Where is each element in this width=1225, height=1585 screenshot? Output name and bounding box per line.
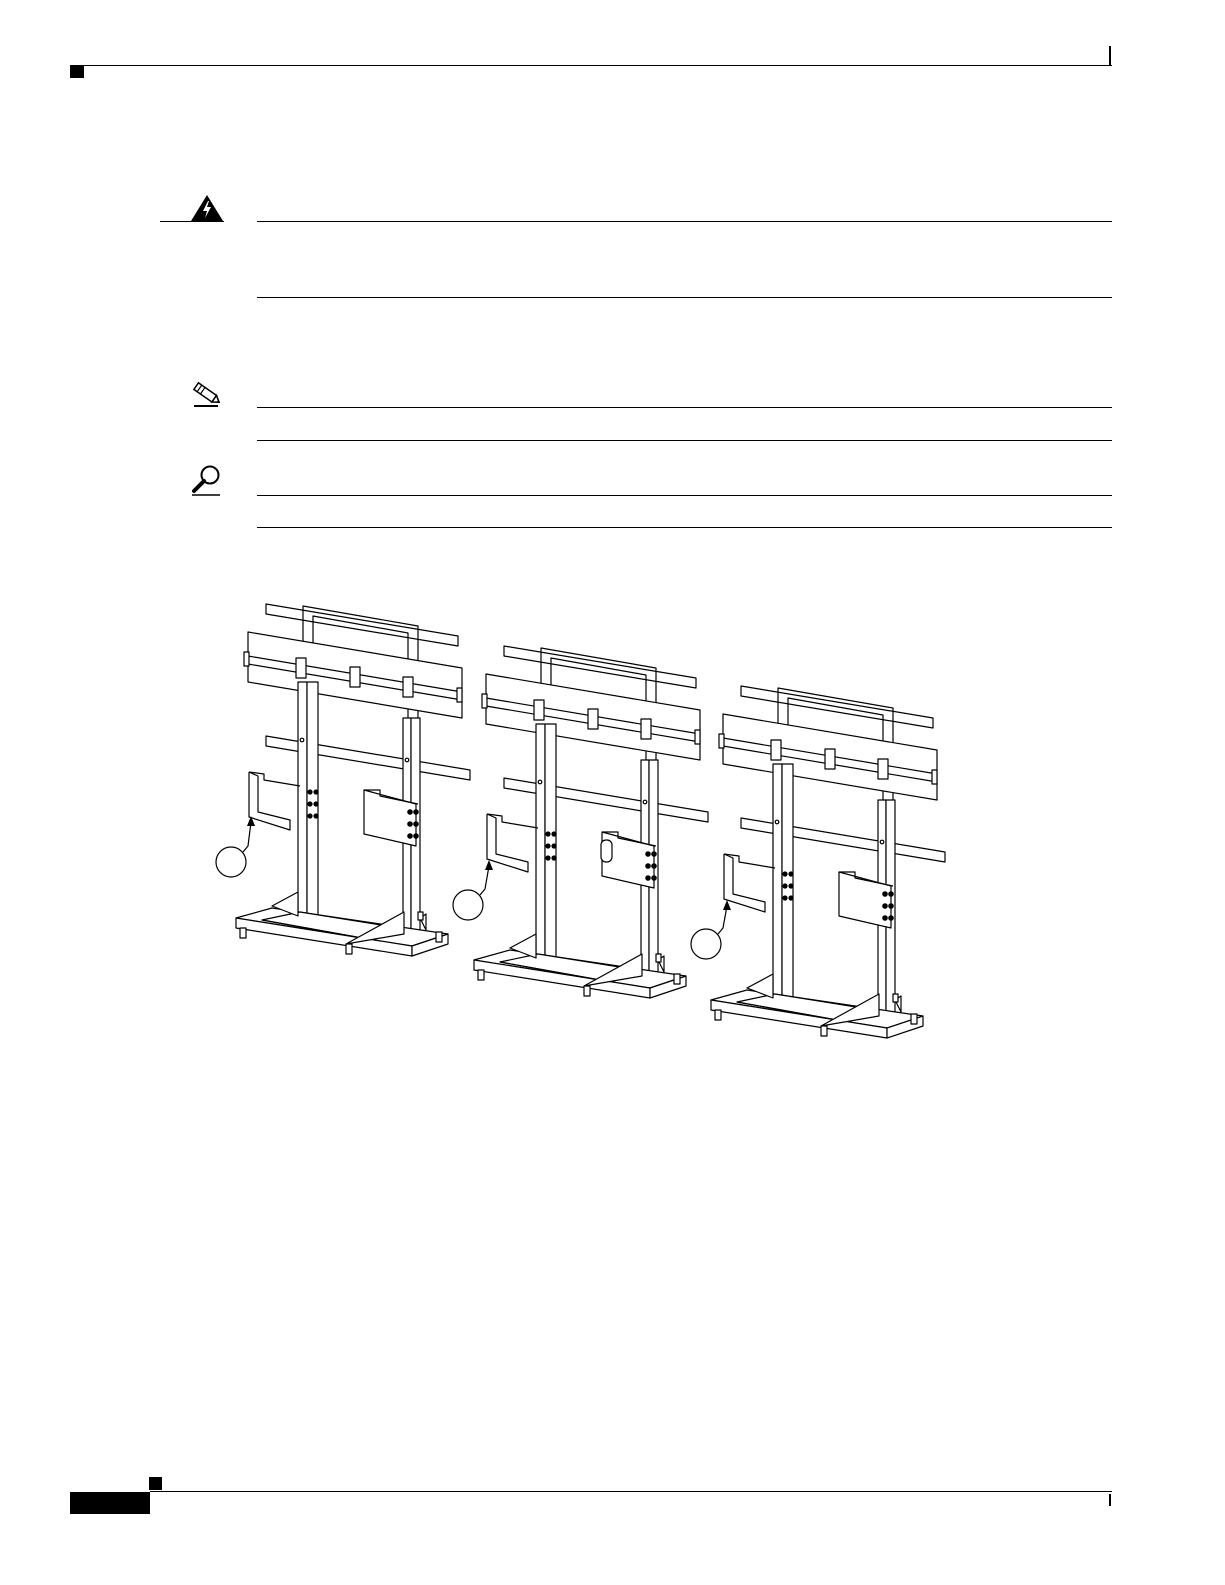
rack-drawing-1	[236, 604, 470, 956]
footer-page-tab	[70, 1492, 150, 1514]
callout-circle-2	[453, 890, 483, 920]
rack-drawing-2	[474, 646, 708, 998]
callout-circle-1	[216, 847, 246, 877]
callout-leader-2	[480, 866, 489, 895]
footer-right-tick	[1109, 1494, 1111, 1506]
callout-leader-3	[718, 906, 727, 934]
rack-drawing-3	[711, 686, 945, 1038]
callout-arrowhead-2	[485, 860, 493, 870]
footer-left-mark	[149, 1477, 162, 1490]
callout-leader-1	[243, 822, 251, 852]
callout-arrowhead-3	[723, 900, 731, 910]
callout-circle-3	[691, 929, 721, 959]
footer-rule	[150, 1491, 1112, 1492]
